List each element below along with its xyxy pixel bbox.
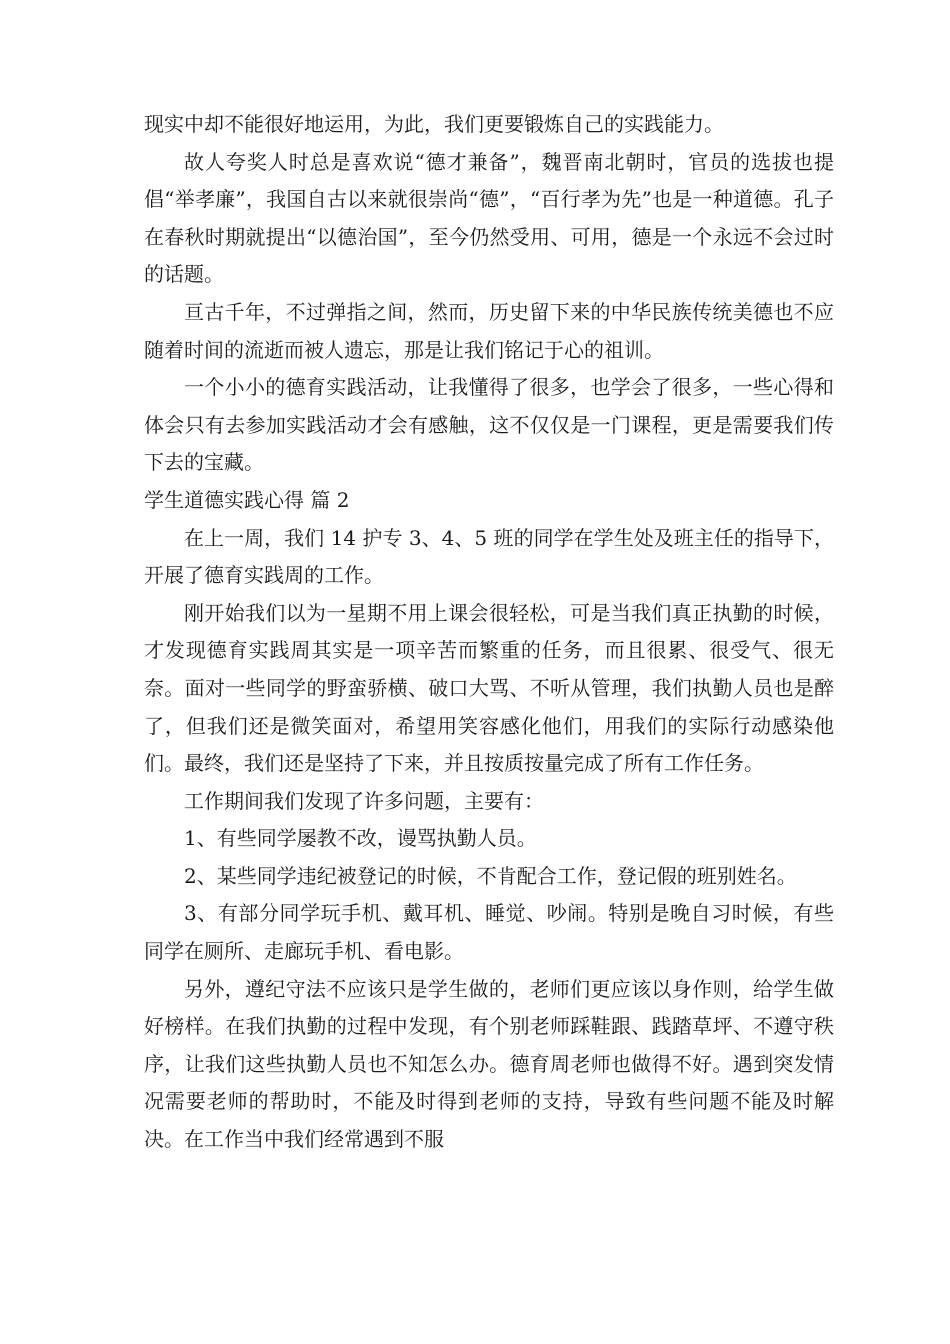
list-item: 1、有些同学屡教不改，谩骂执勤人员。 [184,826,537,851]
list-item: 2、某些同学违纪被登记的时候，不肯配合工作，登记假的班别姓名。 [184,863,797,888]
paragraph: 亘古千年，不过弹指之间，然而，历史留下来的中华民族传统美德也不应随着时间的流逝而被人遗忘，那是让我们铭记于心的祖训。 [144,299,834,362]
paragraph: 一个小小的德育实践活动，让我懂得了很多，也学会了很多，一些心得和体会只有去参加实践活动才会有感触，这不仅仅是一门课程，更是需要我们传下去的宝藏。 [144,375,834,475]
paragraph: 故人夸奖人时总是喜欢说“德才兼备”，魏晋南北朝时，官员的选拔也提倡“举孝廉”，我国自古以来就很崇尚“德”，“百行孝为先”也是一种道德。孔子在春秋时期就提出“以德治国”，至今仍然受用、可用，德是一个永远不会过时的话题。 [144,149,834,287]
document-body [144,106,834,1159]
section-heading: 学生道德实践心得 篇 2 [144,487,350,512]
paragraph: 现实中却不能很好地运用，为此，我们更要锻炼自己的实践能力。 [144,112,724,136]
paragraph: 工作期间我们发现了许多问题，主要有： [184,788,544,813]
paragraph: 在上一周，我们 14 护专 3、4、5 班的同学在学生处及班主任的指导下，开展了德育实践周的工作。 [144,525,834,588]
list-item: 3、有部分同学玩手机、戴耳机、睡觉、吵闹。特别是晚自习时候，有些同学在厕所、走廊玩手机、看电影。 [144,901,834,964]
paragraph: 刚开始我们以为一星期不用上课会很轻松，可是当我们真正执勤的时候，才发现德育实践周其实是一项辛苦而繁重的任务，而且很累、很受气、很无奈。面对一些同学的野蛮骄横、破口大骂、不听从管理，我们执勤人员也是醉了，但我们还是微笑面对，希望用笑容感化他们，用我们的实际行动感染他们。最终，我们还是坚持了下来，并且按质按量完成了所有工作任务。 [144,600,834,776]
paragraph: 另外，遵纪守法不应该只是学生做的，老师们更应该以身作则，给学生做好榜样。在我们执勤的过程中发现，有个别老师踩鞋跟、践踏草坪、不遵守秩序，让我们这些执勤人员也不知怎么办。德育周老师也做得不好。遇到突发情况需要老师的帮助时，不能及时得到老师的支持，导致有些问题不能及时解决。在工作当中我们经常遇到不服 [144,976,834,1152]
